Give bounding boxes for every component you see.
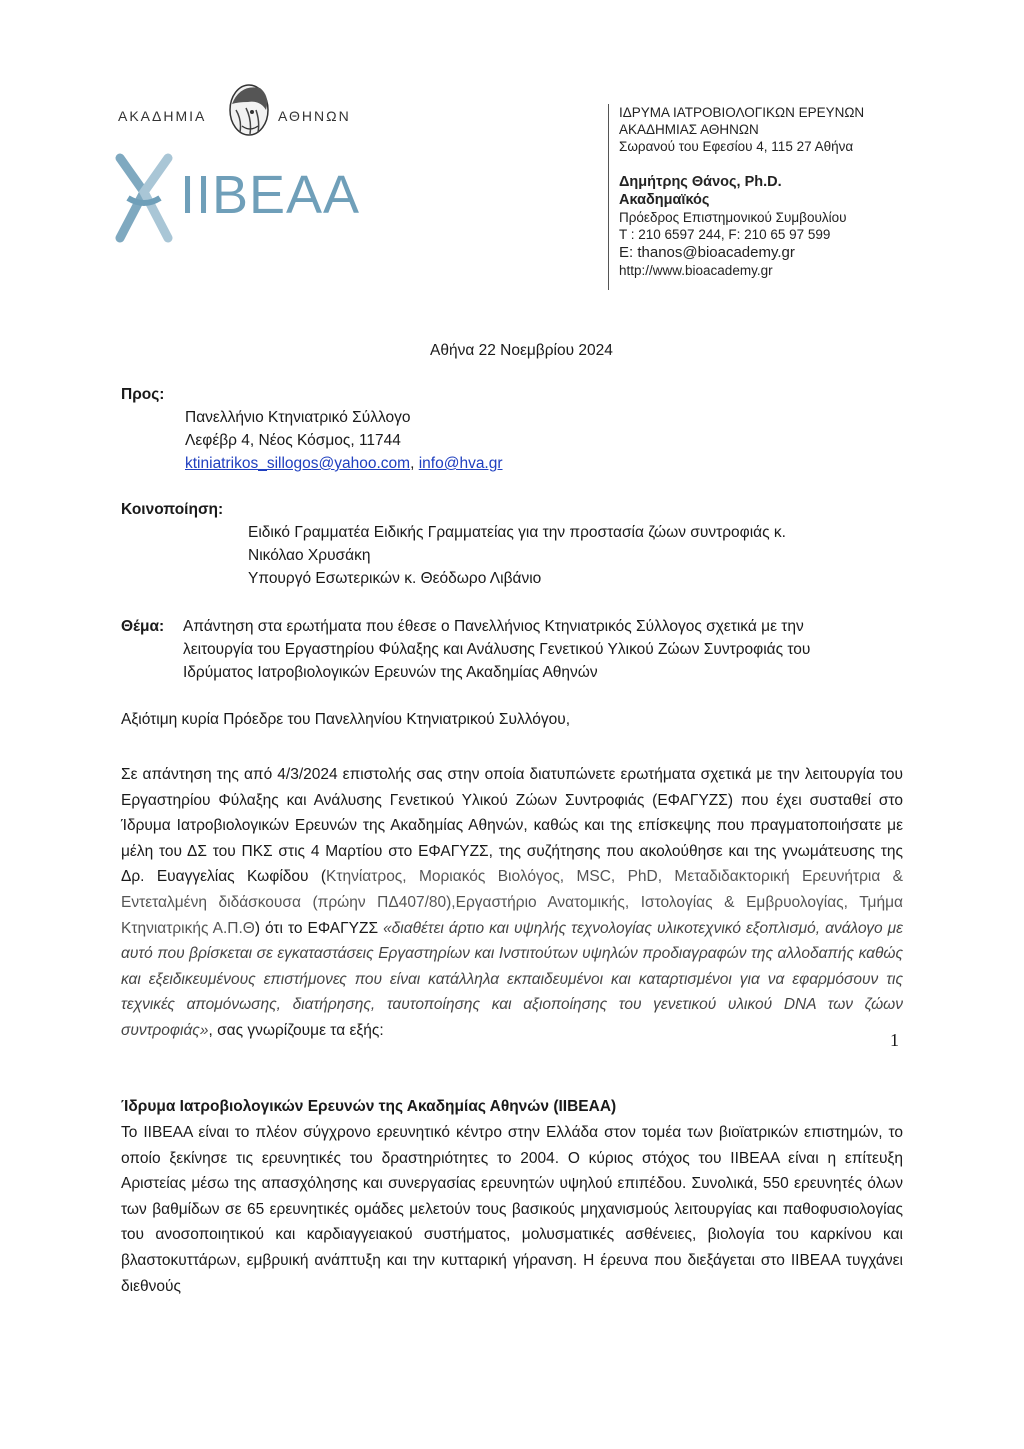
para1-connector: ) ότι το ΕΦΑΓΥΖΣ <box>254 919 384 937</box>
subject-line-1: Απάντηση στα ερωτήματα που έθεσε ο Πανελλήνιος Κτηνιατρικός Σύλλογος σχετικά με την <box>183 618 804 635</box>
subject-line-3: Ιδρύματος Ιατροβιολογικών Ερευνών της Ακαδημίας Αθηνών <box>183 664 598 681</box>
subject-label: Θέμα: <box>121 618 165 635</box>
dna-helix-icon <box>114 152 174 244</box>
para1-ending: , σας γνωρίζουμε τα εξής: <box>208 1021 384 1039</box>
institute-name-line2: ΑΚΑΔΗΜΙΑΣ ΑΘΗΝΩΝ <box>619 122 759 137</box>
institute-address: Σωρανού του Εφεσίου 4, 115 27 Αθήνα <box>619 139 854 154</box>
letter-date: Αθήνα 22 Νοεμβρίου 2024 <box>430 342 613 359</box>
academy-of-athens-logo <box>118 80 358 142</box>
email-link-hva[interactable]: info@hva.gr <box>418 455 503 472</box>
sender-phone: T : 210 6597 244, F: 210 65 97 599 <box>619 227 831 242</box>
sender-position: Πρόεδρος Επιστημονικού Συμβουλίου <box>619 210 847 225</box>
institute-name-line1: ΙΔΡΥΜΑ ΙΑΤΡΟΒΙΟΛΟΓΙΚΩΝ ΕΡΕΥΝΩΝ <box>619 105 865 120</box>
cc-line-2: Νικόλαο Χρυσάκη <box>248 547 371 564</box>
sender-website: http://www.bioacademy.gr <box>619 263 773 278</box>
cc-line-1: Ειδικό Γραμματέα Ειδικής Γραμματείας για την προστασία ζώων συντροφιάς κ. <box>248 524 786 541</box>
cc-line-3: Υπουργό Εσωτερικών κ. Θεόδωρο Λιβάνιο <box>248 570 542 587</box>
academy-logo-text-left: ΑΚΑΔΗΜΙΑ <box>118 108 207 124</box>
para1-intro: Σε απάντηση της από 4/3/2024 επιστολής σας στην οποία διατυπώνετε ερωτήματα σχετικά με την λειτουργία του Εργαστηρίου Φύλαξης και Ανάλυσης Γενετικού Υλικού Ζώων Συντροφιάς (ΕΦΑΓΥΖΣ) που έχει συσταθεί στο Ίδρυμα Ιατροβιολογικών Ερευνών της Ακαδημίας Αθηνών, καθώς και της επίσκεψης που πραγματοποιήσατε με μέλη του ΔΣ του ΠΚΣ στις 4 Μαρτίου στο ΕΦΑΓΥΖΣ, της συζήτησης που ακολούθησε και της γνωμάτευσης της Δρ. Ευαγγελίας Κωφίδου ( <box>121 766 903 886</box>
to-emails <box>185 453 503 474</box>
email-link-sillogos[interactable]: ktiniatrikos_sillogos@yahoo.com <box>185 455 411 472</box>
ibeaa-logo <box>114 152 364 244</box>
body-paragraph-2 <box>121 1120 903 1299</box>
to-line-2: Λεφέβρ 4, Νέος Κόσμος, 11744 <box>185 432 401 449</box>
para2-text: Το ΙΙΒΕΑΑ είναι το πλέον σύγχρονο ερευνητικό κέντρο στην Ελλάδα στον τομέα των βιοϊατρικών επιστημών, το οποίο ξεκίνησε τις ερευνητικές του δραστηριότητες το 2004. Ο κύριος στόχος του ΙΙΒΕΑΑ είναι η επίτευξη Αριστείας μέσω της απασχόλησης και συνεργασίας ερευνητών υψηλού επιπέδου. Συνολικά, 550 ερευνητές όλων των βαθμίδων σε 65 ερευνητικές ομάδες μελετούν τους βασικούς μηχανισμούς λειτουργίας και παθοφυσιολογίας του ανοσοποιητικού και καρδιαγγειακού συστήματος, μολυσματικές ασθένειες, βιολογία του καρκίνου και βλαστοκυττάρων, εμβρυική ανάπτυξη και την κυτταρική γήρανση. Η έρευνα που διεξάγεται στο ΙΙΒΕΑΑ τυγχάνει διεθνούς <box>121 1124 903 1295</box>
page-number: 1 <box>890 1030 899 1050</box>
email-separator: , <box>410 455 419 472</box>
academy-logo-text-right: ΑΘΗΝΩΝ <box>278 108 351 124</box>
para1-quote: «διαθέτει άρτιο και υψηλής τεχνολογίας υλικοτεχνικό εξοπλισμό, ανάλογο με αυτό που βρίσκεται σε εγκαταστάσεις Εργαστηρίων και Ινστιτούτων υψηλών προδιαγραφών της αλλοδαπής καθώς και εξειδικευμένους επιστήμονες που είναι κατάλληλα εκπαιδευμένοι και καταρτισμένοι για να εφαρμόσουν τις τεχνικές απομόνωσης, διατήρησης, ταυτοποίησης και αξιοποίησης του γενετικού υλικού DNA των ζώων συντροφιάς» <box>121 919 903 1039</box>
to-label: Προς: <box>121 386 165 403</box>
para1-credentials: Κτηνίατρος, Μοριακός Βιολόγος, MSC, PhD, Μεταδιδακτορική Ερευνήτρια & Εντεταλμένη διδάσκουσα (πρώην ΠΔ407/80),Εργαστήριο Ανατομικής, Ιστολογίας & Εμβρυολογίας, Τμήμα Κτηνιατρικής Α.Π.Θ <box>121 868 903 937</box>
to-line-1: Πανελλήνιο Κτηνιατρικό Σύλλογο <box>185 409 411 426</box>
body-paragraph-1 <box>121 762 903 1044</box>
section-heading: Ίδρυμα Ιατροβιολογικών Ερευνών της Ακαδημίας Αθηνών (ΙΙΒΕΑΑ) <box>121 1098 617 1115</box>
subject-line-2: λειτουργία του Εργαστηρίου Φύλαξης και Ανάλυσης Γενετικού Υλικού Ζώων Συντροφιάς του <box>183 641 811 658</box>
ibeaa-logo-text: IIBEAA <box>180 165 361 225</box>
sender-email: E: thanos@bioacademy.gr <box>619 244 795 261</box>
athena-head-icon <box>222 80 274 142</box>
sender-role: Ακαδημαϊκός <box>619 192 710 208</box>
sender-name: Δημήτρης Θάνος, Ph.D. <box>619 174 782 190</box>
salutation: Αξιότιμη κυρία Πρόεδρε του Πανελληνίου Κτηνιατρικού Συλλόγου, <box>121 711 571 728</box>
sender-contact-block <box>608 104 908 290</box>
cc-label: Κοινοποίηση: <box>121 501 224 518</box>
